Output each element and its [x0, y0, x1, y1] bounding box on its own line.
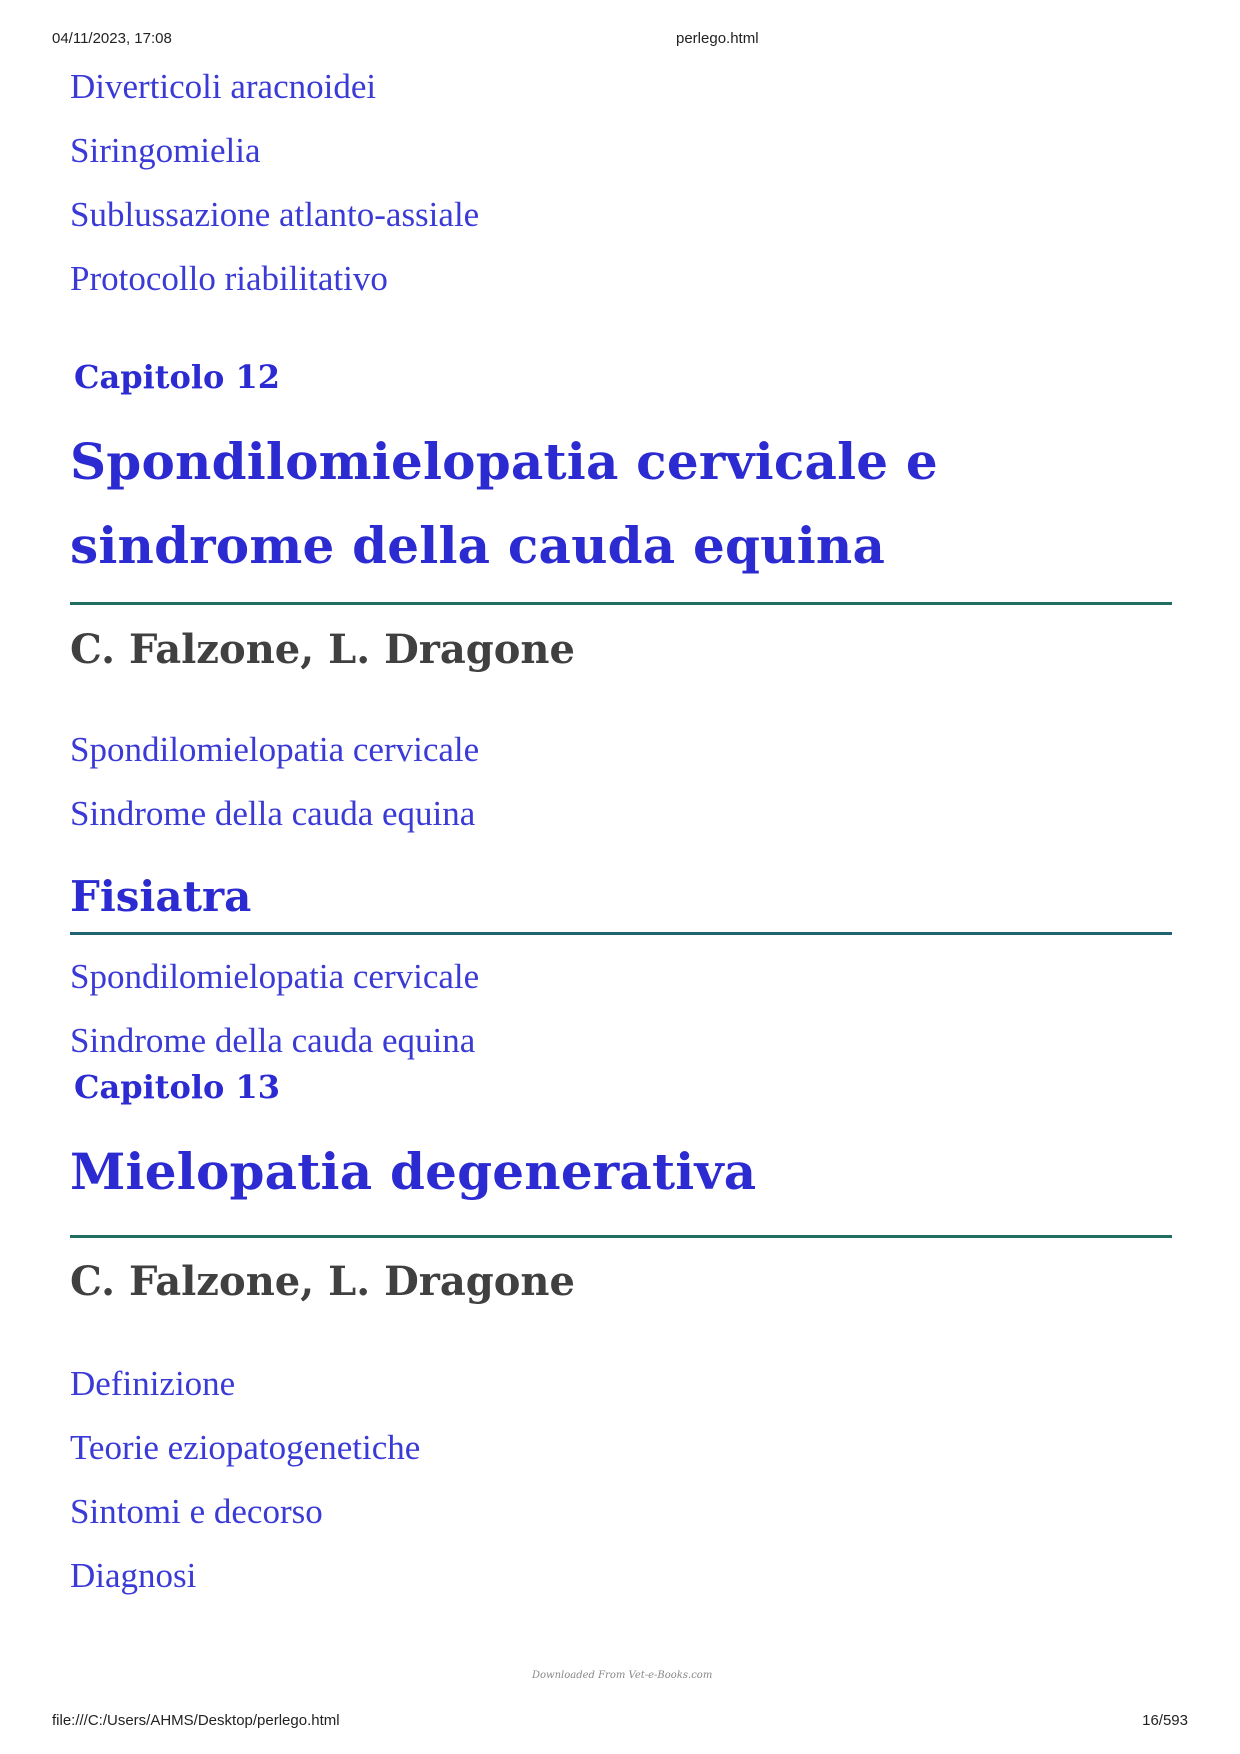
print-footer-page-number: 16/593 — [1142, 1712, 1188, 1729]
chapter-12-title-line2: sindrome della cauda equina — [70, 516, 886, 575]
chapter-12-number: Capitolo 12 — [74, 358, 281, 396]
chapter-12-divider — [70, 602, 1172, 605]
fisiatra-link-cauda-equina[interactable]: Sindrome della cauda equina — [70, 1021, 476, 1060]
chapter-13-number: Capitolo 13 — [74, 1068, 281, 1106]
print-page-title: perlego.html — [676, 30, 759, 47]
chapter-13-links — [70, 1352, 420, 1608]
toc-link-siringomielia[interactable]: Siringomielia — [70, 131, 261, 170]
chapter-12-authors: C. Falzone, L. Dragone — [70, 626, 575, 673]
toc-list-prev — [70, 55, 479, 311]
toc-link-sublussazione[interactable]: Sublussazione atlanto-assiale — [70, 195, 480, 234]
print-footer-url: file:///C:/Users/AHMS/Desktop/perlego.html — [52, 1712, 340, 1729]
toc-link-diagnosi[interactable]: Diagnosi — [70, 1556, 197, 1595]
toc-link-definizione[interactable]: Definizione — [70, 1364, 236, 1403]
fisiatra-title: Fisiatra — [70, 872, 252, 921]
chapter-12-title-line1: Spondilomielopatia cervicale e — [70, 432, 938, 491]
chapter-12-links — [70, 718, 479, 846]
chapter-13-authors: C. Falzone, L. Dragone — [70, 1258, 575, 1305]
print-datetime: 04/11/2023, 17:08 — [52, 30, 172, 47]
watermark: Downloaded From Vet-e-Books.com — [532, 1670, 713, 1681]
toc-link-diverticoli[interactable]: Diverticoli aracnoidei — [70, 67, 377, 106]
toc-link-cauda-equina[interactable]: Sindrome della cauda equina — [70, 794, 476, 833]
toc-link-spondilomielopatia[interactable]: Spondilomielopatia cervicale — [70, 730, 480, 769]
chapter-13-divider — [70, 1235, 1172, 1238]
toc-link-sintomi[interactable]: Sintomi e decorso — [70, 1492, 323, 1531]
toc-link-teorie[interactable]: Teorie eziopatogenetiche — [70, 1428, 421, 1467]
fisiatra-links — [70, 945, 479, 1073]
chapter-13-title: Mielopatia degenerativa — [70, 1142, 757, 1201]
fisiatra-divider — [70, 932, 1172, 935]
fisiatra-link-spondilomielopatia[interactable]: Spondilomielopatia cervicale — [70, 957, 480, 996]
toc-link-protocollo[interactable]: Protocollo riabilitativo — [70, 259, 388, 298]
